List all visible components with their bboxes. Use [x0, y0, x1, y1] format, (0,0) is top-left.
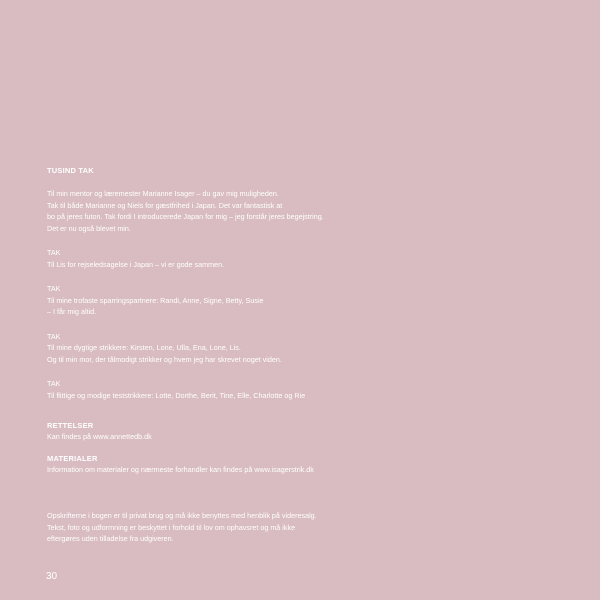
- thanks-heading: TUSIND TAK: [47, 166, 94, 175]
- thanks-line: – I får mig altid.: [47, 307, 97, 316]
- thanks-subheading: TAK: [47, 284, 61, 293]
- thanks-subheading: TAK: [47, 331, 61, 341]
- legal-notice: [47, 510, 387, 545]
- thanks-line: Til mine dygtige strikkere: Kirsten, Lone, Ulla, Ena, Lone, Lis.: [47, 343, 241, 352]
- legal-line: Opskrifterne i bogen er til privat brug og må ikke benyttes med henblik på videresalg.: [47, 511, 317, 520]
- thanks-subsection: [47, 331, 387, 366]
- legal-line: Tekst, foto og udformning er beskyttet i forhold til lov om ophavsret og må ikke: [47, 522, 296, 532]
- thanks-line: Og til min mor, der tålmodigt strikker og hvem jeg har skrevet noget viden.: [47, 354, 282, 364]
- legal-line: eftergøres uden tilladelse fra udgiveren.: [47, 534, 174, 543]
- materials-heading: MATERIALER: [47, 454, 98, 463]
- corrections-text: Kan findes på www.annettedb.dk: [47, 432, 152, 441]
- intro-line: bo på jeres futon. Tak fordi I introducerede Japan for mig – jeg forstår jeres begejstring.: [47, 212, 324, 221]
- thanks-line: Til Lis for rejseledsagelse i Japan – vi er gode sammen.: [47, 259, 225, 269]
- thanks-intro: [47, 188, 387, 234]
- thanks-subsection: [47, 378, 387, 401]
- intro-line: Til min mentor og læremester Marianne Isager – du gav mig muligheden.: [47, 189, 279, 198]
- materials-text: Information om materialer og nærmeste forhandler kan findes på www.isagerstrik.dk: [47, 465, 314, 474]
- thanks-subheading: TAK: [47, 248, 61, 257]
- intro-line: Tak til både Marianne og Niels for gæstfrihed i Japan. Det var fantastisk at: [47, 200, 283, 210]
- thanks-subsection: [47, 247, 387, 270]
- page-number: 30: [46, 571, 58, 582]
- thanks-subheading: TAK: [47, 379, 61, 388]
- thanks-section: [47, 166, 387, 414]
- intro-line: Det er nu også blevet min.: [47, 223, 131, 233]
- materials-section: [47, 454, 387, 476]
- thanks-line: Til mine trofaste sparringspartnere: Randi, Anne, Signe, Betty, Susie: [47, 295, 264, 305]
- corrections-heading: RETTELSER: [47, 421, 94, 430]
- thanks-line: Til flittige og modige teststrikkere: Lotte, Dorthe, Berit, Tine, Elle, Charlotte og Rie: [47, 390, 306, 400]
- thanks-subsection: [47, 283, 387, 318]
- corrections-section: [47, 421, 387, 443]
